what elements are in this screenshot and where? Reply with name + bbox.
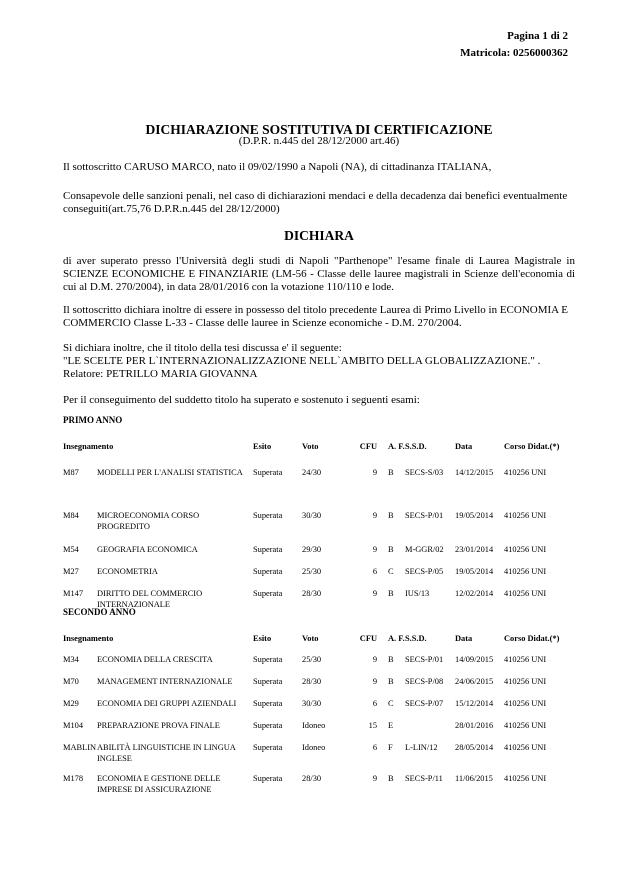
exam-ssd: SECS-P/08	[405, 677, 444, 686]
col-insegnamento: Insegnamento	[63, 442, 114, 451]
exam-cfu: 9	[372, 545, 377, 554]
exam-corso: 410256 UNI	[504, 721, 547, 730]
col-cfu: CFU	[359, 442, 377, 451]
exam-voto: 29/30	[302, 545, 322, 554]
exam-corso: 410256 UNI	[504, 567, 547, 576]
exam-esito: Superata	[253, 589, 283, 598]
table-row	[63, 545, 575, 567]
exam-name: ECONOMIA E GESTIONE DELLE IMPRESE DI ASSICURAZIONE	[97, 774, 221, 794]
col-esito: Esito	[253, 634, 272, 643]
col-insegnamento: Insegnamento	[63, 634, 114, 643]
table-header-row	[63, 442, 575, 458]
exam-corso: 410256 UNI	[504, 545, 547, 554]
exam-voto: 24/30	[302, 468, 322, 477]
exam-esito: Superata	[253, 511, 283, 520]
col-ssd: S.S.D.	[405, 442, 427, 451]
exam-af: E	[388, 721, 394, 730]
exam-cfu: 9	[372, 468, 377, 477]
exam-code: M84	[63, 511, 79, 520]
col-data: Data	[455, 442, 473, 451]
exam-voto: Idoneo	[302, 721, 326, 730]
exam-esito: Superata	[253, 743, 283, 752]
exam-cfu: 9	[372, 655, 377, 664]
col-cfu: CFU	[359, 634, 377, 643]
exam-corso: 410256 UNI	[504, 677, 547, 686]
exam-cfu: 6	[372, 567, 377, 576]
col-af: A. F.	[388, 442, 405, 451]
exam-esito: Superata	[253, 468, 283, 477]
identity-paragraph: Il sottoscritto CARUSO MARCO, nato il 09/02/1990 a Napoli (NA), di cittadinanza ITALIANA,	[63, 161, 492, 173]
col-corso: Corso Didat.(*)	[504, 442, 560, 451]
table-row	[63, 699, 575, 721]
table-header-row	[63, 634, 575, 650]
table-row	[63, 511, 575, 545]
exam-data: 19/05/2014	[455, 511, 494, 520]
exam-ssd: SECS-S/03	[405, 468, 444, 477]
exam-corso: 410256 UNI	[504, 589, 547, 598]
exam-cfu: 9	[372, 677, 377, 686]
exam-cfu: 9	[372, 589, 377, 598]
exam-data: 28/05/2014	[455, 743, 494, 752]
exam-data: 11/06/2015	[455, 774, 493, 783]
primo-anno-label: PRIMO ANNO	[63, 415, 123, 425]
table-row	[63, 468, 575, 511]
exam-ssd: L-LIN/12	[405, 743, 438, 752]
exam-code: M104	[63, 721, 84, 730]
exam-af: B	[388, 511, 394, 520]
matricola: Matricola: 0256000362	[460, 47, 568, 59]
exam-voto: 28/30	[302, 677, 322, 686]
document-subtitle: (D.P.R. n.445 del 28/12/2000 art.46)	[238, 135, 400, 147]
dichiara-heading: DICHIARA	[284, 228, 354, 243]
exam-code: M29	[63, 699, 79, 708]
exam-code: M34	[63, 655, 79, 664]
exam-code: M27	[63, 567, 79, 576]
exam-voto: 28/30	[302, 774, 322, 783]
secondo-anno-label: SECONDO ANNO	[63, 607, 136, 617]
exam-voto: 30/30	[302, 699, 322, 708]
consapevole-paragraph: Consapevole delle sanzioni penali, nel caso di dichiarazioni mendaci e della decadenza dai benefici eventualmente conseguiti(art.75,76 D.P.R.n.445 del 28/12/2000)	[63, 190, 568, 215]
table-row	[63, 677, 575, 699]
exam-esito: Superata	[253, 699, 283, 708]
exam-name: ECONOMIA DELLA CRESCITA	[97, 655, 213, 664]
table-row	[63, 743, 575, 774]
exam-name: PREPARAZIONE PROVA FINALE	[97, 721, 220, 730]
exam-voto: 28/30	[302, 589, 322, 598]
possesso-paragraph: Il sottoscritto dichiara inoltre di essere in possesso del titolo precedente Laurea di Primo Livello in ECONOMIA E COMMERCIO Classe L-33 - Classe delle lauree in Scienze economiche - D.M. 270/2004.	[63, 304, 568, 329]
exam-voto: 25/30	[302, 655, 322, 664]
exam-cfu: 6	[372, 699, 377, 708]
superato-paragraph: di aver superato presso l'Università degli studi di Napoli "Parthenope" l'esame finale di Laurea Magistrale in SCIENZE ECONOMICHE E FINANZIARIE (LM-56 - Classe delle lauree magistrali in Scienze dell'economia di cui al D.M. 270/2004), in data 28/01/2016 con la votazione 110/110 e lode.	[63, 255, 575, 293]
exam-cfu: 9	[372, 511, 377, 520]
exam-name: GEOGRAFIA ECONOMICA	[97, 545, 198, 554]
exam-data: 14/09/2015	[455, 655, 494, 664]
table-row	[63, 774, 575, 804]
col-voto: Voto	[302, 442, 319, 451]
exam-code: M147	[63, 589, 84, 598]
exam-af: B	[388, 468, 394, 477]
exam-corso: 410256 UNI	[504, 468, 547, 477]
col-voto: Voto	[302, 634, 319, 643]
exam-name: MODELLI PER L'ANALISI STATISTICA	[97, 468, 243, 477]
exam-af: B	[388, 655, 394, 664]
exam-ssd: SECS-P/11	[405, 774, 443, 783]
table-row	[63, 589, 575, 619]
exam-corso: 410256 UNI	[504, 774, 547, 783]
exam-ssd: SECS-P/01	[405, 655, 444, 664]
exam-voto: 30/30	[302, 511, 322, 520]
exam-data: 19/05/2014	[455, 567, 494, 576]
exam-code: M54	[63, 545, 79, 554]
exam-data: 28/01/2016	[455, 721, 494, 730]
table-row	[63, 567, 575, 589]
tesi-intro: Si dichiara inoltre, che il titolo della tesi discussa e' il seguente:	[63, 342, 342, 354]
secondo-anno-table	[63, 634, 575, 804]
exam-af: B	[388, 589, 394, 598]
col-af: A. F.	[388, 634, 405, 643]
exam-af: B	[388, 545, 394, 554]
exam-ssd: SECS-P/05	[405, 567, 444, 576]
exam-code: MABLIN	[63, 743, 97, 752]
tesi-title: "LE SCELTE PER L`INTERNAZIONALIZZAZIONE NELL`AMBITO DELLA GLOBALIZZAZIONE." .	[63, 355, 541, 367]
exam-af: C	[388, 699, 394, 708]
exam-data: 12/02/2014	[455, 589, 494, 598]
exam-name: ABILITÀ LINGUISTICHE IN LINGUA INGLESE	[97, 743, 236, 763]
exam-code: M178	[63, 774, 84, 783]
exam-code: M87	[63, 468, 79, 477]
exam-esito: Superata	[253, 655, 283, 664]
exam-cfu: 6	[372, 743, 377, 752]
exam-voto: 25/30	[302, 567, 322, 576]
exam-esito: Superata	[253, 721, 283, 730]
exam-corso: 410256 UNI	[504, 511, 547, 520]
exam-corso: 410256 UNI	[504, 655, 547, 664]
page-number: Pagina 1 di 2	[507, 30, 568, 42]
exam-name: ECONOMETRIA	[97, 567, 158, 576]
exam-ssd: IUS/13	[405, 589, 430, 598]
exam-corso: 410256 UNI	[504, 699, 547, 708]
exam-esito: Superata	[253, 774, 283, 783]
exam-data: 24/06/2015	[455, 677, 494, 686]
exam-data: 23/01/2014	[455, 545, 494, 554]
table-row	[63, 655, 575, 677]
exam-esito: Superata	[253, 677, 283, 686]
conseguimento-paragraph: Per il conseguimento del suddetto titolo ha superato e sostenuto i seguenti esami:	[63, 394, 420, 406]
exam-esito: Superata	[253, 545, 283, 554]
primo-anno-table	[63, 442, 575, 619]
exam-af: C	[388, 567, 394, 576]
col-data: Data	[455, 634, 473, 643]
tesi-relatore: Relatore: PETRILLO MARIA GIOVANNA	[63, 368, 258, 380]
exam-ssd: M-GGR/02	[405, 545, 444, 554]
exam-cfu: 9	[372, 774, 377, 783]
exam-name: MICROECONOMIA CORSO PROGREDITO	[97, 511, 200, 531]
exam-esito: Superata	[253, 567, 283, 576]
document-title: DICHIARAZIONE SOSTITUTIVA DI CERTIFICAZIONE	[145, 122, 493, 137]
exam-voto: Idoneo	[302, 743, 326, 752]
col-esito: Esito	[253, 442, 272, 451]
exam-cfu: 15	[368, 721, 377, 730]
exam-af: B	[388, 677, 394, 686]
table-row	[63, 721, 575, 743]
exam-ssd: SECS-P/07	[405, 699, 444, 708]
exam-af: F	[388, 743, 393, 752]
exam-corso: 410256 UNI	[504, 743, 547, 752]
exam-code: M70	[63, 677, 79, 686]
col-ssd: S.S.D.	[405, 634, 427, 643]
exam-data: 14/12/2015	[455, 468, 494, 477]
col-corso: Corso Didat.(*)	[504, 634, 560, 643]
exam-name: MANAGEMENT INTERNAZIONALE	[97, 677, 233, 686]
exam-name: DIRITTO DEL COMMERCIO INTERNAZIONALE	[97, 589, 203, 609]
exam-ssd: SECS-P/01	[405, 511, 444, 520]
exam-af: B	[388, 774, 394, 783]
exam-data: 15/12/2014	[455, 699, 494, 708]
exam-name: ECONOMIA DEI GRUPPI AZIENDALI	[97, 699, 237, 708]
